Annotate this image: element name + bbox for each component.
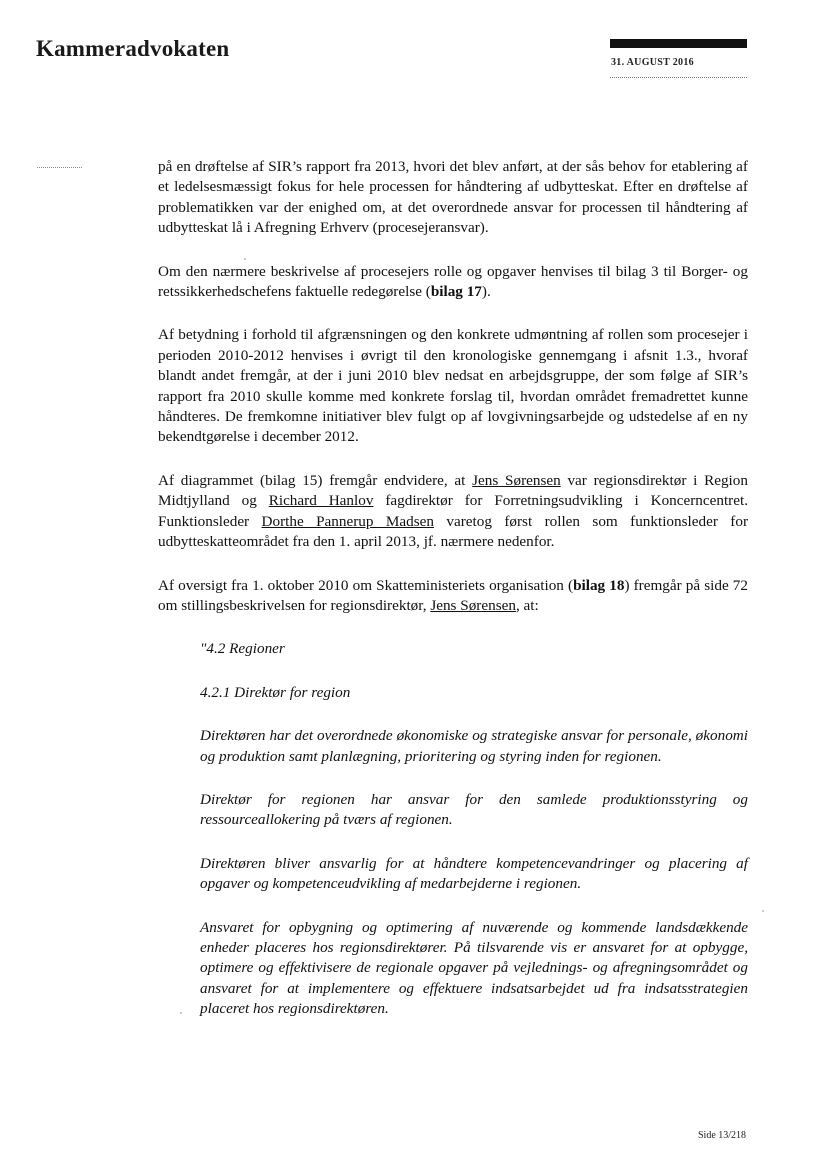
name-jens-sorensen: Jens Sørensen	[472, 471, 561, 489]
page-number: Side 13/218	[698, 1130, 747, 1141]
paragraph-5	[158, 576, 748, 617]
paragraph-4-a: Af diagrammet (bilag 15) fremgår endvidere, at	[158, 471, 473, 489]
quote-paragraph-1: Direktøren har det overordnede økonomiske og strategiske ansvar for personale, økonomi og produktion samt planlægning, prioritering og styring inden for regionen.	[200, 727, 748, 765]
paragraph-5-b: ) fremgår på side 72 om stillingsbeskrivelsen for regionsdirektør,	[158, 576, 748, 614]
paragraph-5-c: , at:	[515, 596, 539, 614]
bilag-17-ref: bilag 17	[430, 283, 482, 301]
bilag-18-ref: bilag 18	[573, 576, 625, 594]
quote-paragraph-4: Ansvaret for opbygning og optimering af nuværende og kommende landsdækkende enheder placeres hos regionsdirektører. På tilsvarende vis er ansvaret for at opbygge, optimere og effektivisere de regionale opgaver på vejlednings- og afregningsområdet og ansvaret for at implementere og effektuere indsatsarbejdet ud fra indsatsstrategien placeret hos regionsdirektøren.	[200, 918, 748, 1018]
paragraph-2-text: Om den nærmere beskrivelse af procesejers rolle og opgaver henvises til bilag 3 til Borger- og retssikkerhedschefens faktuelle redegørelse (	[158, 262, 748, 301]
header-bar	[610, 39, 747, 48]
name-richard-hanlov: Richard Hanlov	[268, 492, 374, 510]
scan-speck	[244, 258, 246, 260]
margin-divider	[37, 167, 82, 168]
scan-speck	[762, 910, 764, 912]
header-divider	[610, 77, 747, 78]
brand-title: Kammeradvokaten	[36, 36, 230, 61]
paragraph-4	[158, 471, 748, 553]
quote-heading: "4.2 Regioner	[200, 640, 285, 658]
paragraph-1: på en drøftelse af SIR’s rapport fra 2013, hvori det blev anført, at der sås behov for etablering af et ledelsesmæssigt fokus for hele processen for håndtering af udbytteskat. Efter en drøftelse af problematikken var der enighed om, at det overordnede ansvar for processen til håndtering af udbytteskat lå i Afregning Erhverv (procesejeransvar).	[158, 158, 748, 237]
paragraph-2	[158, 262, 748, 303]
document-body	[158, 157, 748, 1043]
name-dorthe-pannerup-madsen: Dorthe Pannerup Madsen	[261, 512, 434, 530]
header-date: 31. AUGUST 2016	[611, 57, 694, 68]
paragraph-4-d: varetog først rollen som funktionsleder for udbytteskatteområdet fra den 1. april 2013, jf. nærmere nedenfor.	[158, 512, 749, 551]
paragraph-5-a: Af oversigt fra 1. oktober 2010 om Skatteministeriets organisation (	[158, 576, 574, 594]
paragraph-3: Af betydning i forhold til afgrænsningen og den konkrete udmøntning af rollen som procesejer i perioden 2010-2012 henvises i øvrigt til den kronologiske gennemgang i afsnit 1.3., hvoraf blandt andet fremgår, at der i juni 2010 blev nedsat en arbejdsgruppe, der som følge af SIR’s rapport fra 2010 skulle komme med konkrete forslag til, hvordan området fremadrettet kunne håndteres. De fremkomne initiativer blev fulgt op af lovgivningsarbejde og udstedelse af en ny bekendtgørelse i december 2012.	[158, 326, 748, 446]
quote-paragraph-3: Direktøren bliver ansvarlig for at håndtere kompetencevandringer og placering af opgaver og kompetenceudvikling af medarbejderne i regionen.	[200, 854, 748, 893]
name-jens-sorensen-2: Jens Sørensen	[430, 596, 516, 614]
paragraph-4-c: fagdirektør for Forretningsudvikling i Koncerncentret. Funktionsleder	[158, 492, 748, 530]
scan-speck	[180, 1012, 182, 1014]
paragraph-2-end: ).	[481, 283, 491, 301]
paragraph-4-b: var regionsdirektør i Region Midtjylland og	[158, 471, 748, 510]
quote-subheading: 4.2.1 Direktør for region	[200, 683, 351, 701]
quote-paragraph-2: Direktør for regionen har ansvar for den samlede produktionsstyring og ressourceallokering på tværs af regionen.	[200, 790, 748, 829]
